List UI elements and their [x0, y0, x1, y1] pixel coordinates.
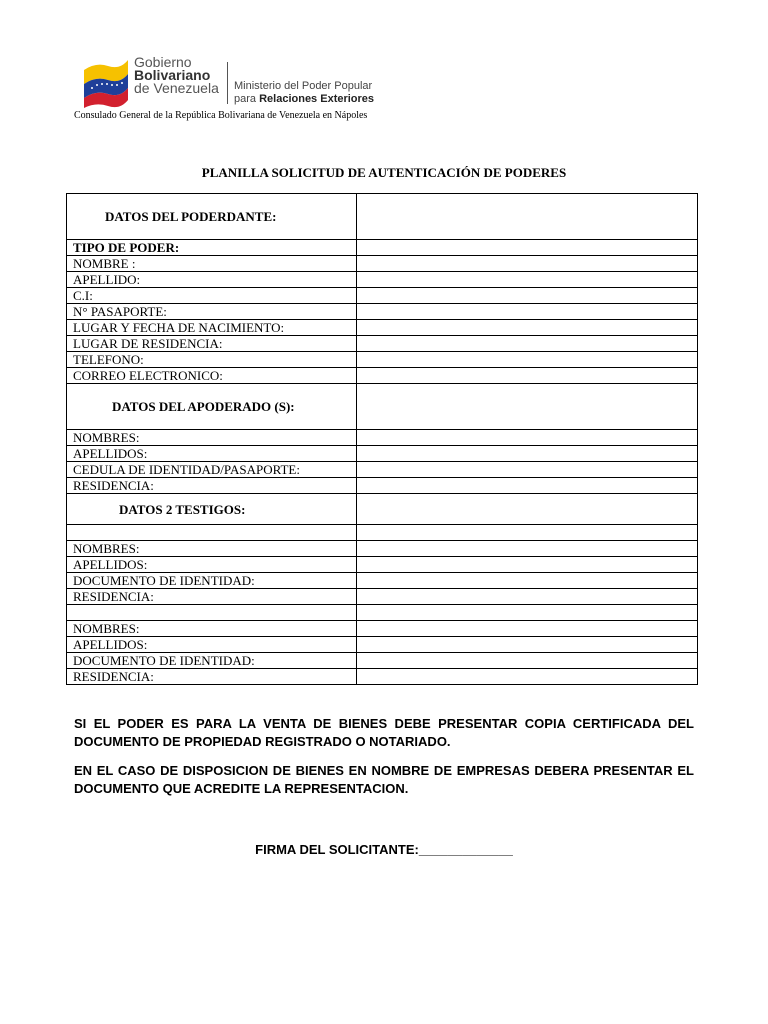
field-label: NOMBRES:	[67, 541, 357, 557]
apellido-field[interactable]	[357, 272, 698, 288]
table-row	[67, 240, 698, 256]
table-row	[67, 557, 698, 573]
page-title: PLANILLA SOLICITUD DE AUTENTICACIÓN DE PODERES	[201, 165, 567, 180]
apoderado-header-row	[67, 384, 698, 430]
table-row	[67, 573, 698, 589]
testigo1-documento-field[interactable]	[357, 573, 698, 589]
field-label: RESIDENCIA:	[67, 669, 357, 685]
field-label: NOMBRES:	[67, 621, 357, 637]
consulado-subtitle: Consulado General de la República Bolivariana de Venezuela en Nápoles	[74, 110, 368, 121]
table-row	[67, 621, 698, 637]
field-label: LUGAR Y FECHA DE NACIMIENTO:	[67, 320, 357, 336]
tipo-poder-label: TIPO DE PODER:	[67, 240, 357, 256]
authentication-form-table	[66, 193, 698, 685]
ministry-prefix: para	[234, 93, 257, 105]
pasaporte-field[interactable]	[357, 304, 698, 320]
nombre-field[interactable]	[357, 256, 698, 272]
testigos-header: DATOS 2 TESTIGOS:	[67, 494, 357, 525]
firma-solicitante[interactable]: FIRMA DEL SOLICITANTE:_____________	[255, 842, 513, 857]
apoderado-cedula-field[interactable]	[357, 462, 698, 478]
poderdante-header-row	[67, 194, 698, 240]
testigos-header-value[interactable]	[357, 494, 698, 525]
table-row	[67, 272, 698, 288]
empty-field[interactable]	[357, 605, 698, 621]
poderdante-header-value[interactable]	[357, 194, 698, 240]
table-row	[67, 288, 698, 304]
table-row	[67, 336, 698, 352]
note-empresas: EN EL CASO DE DISPOSICION DE BIENES EN NOMBRE DE EMPRESAS DEBERA PRESENTAR EL DOCUMENTO QUE ACREDITE LA REPRESENTACION.	[74, 763, 694, 796]
empty-label	[67, 605, 357, 621]
note-venta-bienes: SI EL PODER ES PARA LA VENTA DE BIENES DEBE PRESENTAR COPIA CERTIFICADA DEL DOCUMENTO DE PROPIEDAD REGISTRADO O NOTARIADO.	[74, 716, 694, 749]
field-label: NOMBRE :	[67, 256, 357, 272]
table-row	[67, 256, 698, 272]
testigo1-nombres-field[interactable]	[357, 541, 698, 557]
testigo1-apellidos-field[interactable]	[357, 557, 698, 573]
tipo-poder-field[interactable]	[357, 240, 698, 256]
apoderado-header: DATOS DEL APODERADO (S):	[67, 384, 357, 430]
table-row	[67, 368, 698, 384]
field-label: N° PASAPORTE:	[67, 304, 357, 320]
table-row	[67, 605, 698, 621]
table-row	[67, 478, 698, 494]
field-label: C.I:	[67, 288, 357, 304]
table-row	[67, 637, 698, 653]
field-label: TELEFONO:	[67, 352, 357, 368]
logo-line-gobierno: Gobierno	[134, 54, 192, 70]
poderdante-header: DATOS DEL PODERDANTE:	[67, 194, 357, 240]
apoderado-header-value[interactable]	[357, 384, 698, 430]
apoderado-residencia-field[interactable]	[357, 478, 698, 494]
testigo2-residencia-field[interactable]	[357, 669, 698, 685]
table-row	[67, 589, 698, 605]
testigo1-residencia-field[interactable]	[357, 589, 698, 605]
table-row	[67, 653, 698, 669]
logo-line-venezuela: de Venezuela	[134, 80, 219, 96]
logo-line-bolivariano: Bolivariano	[134, 67, 211, 83]
table-row	[67, 446, 698, 462]
field-label: RESIDENCIA:	[67, 478, 357, 494]
testigos-header-row	[67, 494, 698, 525]
testigo2-apellidos-field[interactable]	[357, 637, 698, 653]
lugar-fecha-nacimiento-field[interactable]	[357, 320, 698, 336]
field-label: DOCUMENTO DE IDENTIDAD:	[67, 573, 357, 589]
field-label: APELLIDOS:	[67, 637, 357, 653]
field-label: LUGAR DE RESIDENCIA:	[67, 336, 357, 352]
correo-field[interactable]	[357, 368, 698, 384]
field-label: NOMBRES:	[67, 430, 357, 446]
ci-field[interactable]	[357, 288, 698, 304]
field-label: RESIDENCIA:	[67, 589, 357, 605]
testigo2-documento-field[interactable]	[357, 653, 698, 669]
telefono-field[interactable]	[357, 352, 698, 368]
testigo2-nombres-field[interactable]	[357, 621, 698, 637]
lugar-residencia-field[interactable]	[357, 336, 698, 352]
field-label: CORREO ELECTRONICO:	[67, 368, 357, 384]
apoderado-apellidos-field[interactable]	[357, 446, 698, 462]
field-label: APELLIDOS:	[67, 446, 357, 462]
field-label: DOCUMENTO DE IDENTIDAD:	[67, 653, 357, 669]
table-row	[67, 525, 698, 541]
field-label: APELLIDO:	[67, 272, 357, 288]
table-row	[67, 669, 698, 685]
table-row	[67, 304, 698, 320]
table-row	[67, 541, 698, 557]
logo-divider	[227, 62, 228, 104]
ministry-line-1: Ministerio del Poder Popular	[234, 80, 373, 92]
field-label: APELLIDOS:	[67, 557, 357, 573]
empty-label	[67, 525, 357, 541]
ministry-bold: Relaciones Exteriores	[259, 93, 375, 105]
table-row	[67, 430, 698, 446]
field-label: CEDULA DE IDENTIDAD/PASAPORTE:	[67, 462, 357, 478]
table-row	[67, 462, 698, 478]
apoderado-nombres-field[interactable]	[357, 430, 698, 446]
venezuela-flag-icon	[82, 52, 130, 108]
logo-wordmark	[134, 56, 219, 95]
ministry-line-2	[234, 93, 374, 106]
ministry-name	[234, 80, 374, 106]
government-logo	[82, 50, 402, 110]
table-row	[67, 320, 698, 336]
table-row	[67, 352, 698, 368]
empty-field[interactable]	[357, 525, 698, 541]
